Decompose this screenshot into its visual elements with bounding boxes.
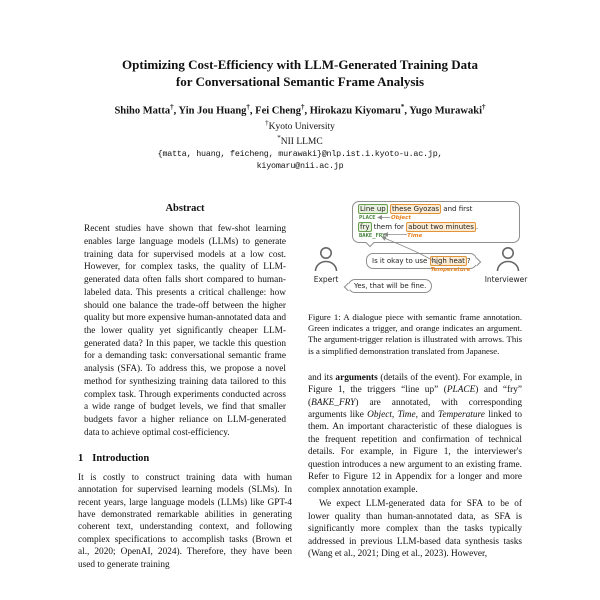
affiliation-kyoto-university: †Kyoto University (265, 118, 335, 132)
interviewer-label: Interviewer (484, 275, 528, 285)
section-title: Introduction (92, 452, 150, 464)
frame-annotation-tag: BAKE_FRY (359, 233, 386, 240)
abstract-heading: Abstract (165, 203, 205, 215)
right-paragraph-1: and its arguments (details of the event). For example, in Figure 1, the triggers “line up” (PLACE) and “fry” (BAKE_FRY) are annotated, with corresponding arguments like Object, Time, and Temperature linked to them. An important characteristic of these dialogues is the frequent repetition and confirmation of technical details. For example, in Figure 1, the interviewer's question introduces a new argument to an existing frame. Refer to Figure 12 in Appendix for a longer and more complex annotation example. (308, 372, 522, 495)
frame-annotation-tag: Time (407, 233, 423, 240)
paper-header (0, 0, 600, 171)
authors-line: Shiho Matta†, Yin Jou Huang†, Fei Cheng†, Hirokazu Kiyomaru*, Yugo Murawaki† (114, 103, 486, 117)
right-column (308, 201, 528, 571)
affiliation-nii-llmc: *NII LLMC (277, 133, 323, 148)
title-line-2: for Conversational Semantic Frame Analysis (175, 74, 425, 90)
left-column (78, 201, 292, 571)
bubble-tail (472, 258, 480, 266)
paper-title (0, 56, 600, 90)
dialogue-figure (308, 201, 528, 299)
section-number: 1 (78, 452, 84, 464)
right-paragraph-2: We expect LLM-generated data for SFA to be of lower quality than human-annotated data, as SFA is significantly more complex than the tasks typically addressed in previous LLM-based data synthesis tasks (Wang et al., 2021; Ding et al., 2023). However, (308, 499, 522, 559)
expert-label: Expert (313, 275, 339, 285)
dialogue-bubble-expert-1 (352, 201, 520, 243)
dialogue-bubble-interviewer (366, 253, 477, 274)
utterance-line: Yes, that will be fine. (354, 282, 427, 291)
two-column-body (0, 201, 600, 571)
utterance-line: Is it okay to use high heat Temperature ? (372, 257, 471, 274)
bubble-tail (344, 283, 352, 291)
introduction-paragraph: It is costly to construct training data with human annotation for supervised learning models (SLMs). In recent years, large language models (LLMs) like GPT-4 have demonstrated remarkable abilities in generating coherent text, understanding context, and following complex specifications to accomplish tasks (Brown et al., 2020; OpenAI, 2024). Therefore, they have been used to generate training (78, 472, 292, 570)
frame-annotation-tag: PLACE (359, 215, 376, 222)
frame-annotation-tag: Object (390, 215, 412, 222)
expert-person-icon (312, 245, 340, 273)
utterance-line: fry BAKE_FRY them for about two minutes Time . (359, 223, 479, 240)
frame-annotation-tag: Temperature (430, 267, 471, 274)
abstract-text: Recent studies have shown that few-shot learning enables large language models (LLMs) to generate training data for supervised models at a low cost. However, for complex tasks, the quality of LLM-generated data often falls short compared to human-labeled data. This presents a critical challenge: how should one balance the trade-off between the higher quality but more expensive human-annotated data and the lower quality yet significantly cheaper LLM-generated data? In this paper, we tackle this question for a demanding task: conversational semantic frame analysis (SFA). To address this, we propose a novel method for synthesizing training data tailored to this complex task. Through experiments conducted across a wide range of budget levels, we find that smaller budgets favor a higher reliance on LLM-generated data to achieve optimal cost-efficiency. (84, 224, 286, 438)
dialogue-bubble-expert-2 (348, 279, 432, 293)
introduction-heading (78, 453, 292, 464)
interviewer-person-icon (494, 245, 522, 273)
title-line-1: Optimizing Cost-Efficiency with LLM-Generated Training Data (122, 57, 478, 72)
email-line-1: {matta, huang, feicheng, murawaki}@nlp.ist.i.kyoto-u.ac.jp, (157, 149, 443, 160)
figure-1 (308, 201, 528, 357)
figure-caption: Figure 1: A dialogue piece with semantic frame annotation. Green indicates a trigger, and orange indicates an argument. The argument-trigger relation is illustrated with arrows. This is a simplified demonstration translated from Japanese. (308, 312, 522, 356)
bubble-tail (366, 239, 374, 247)
utterance-line: Line up PLACE these Gyozas Object and first (359, 205, 473, 222)
email-line-2: kiyomaru@nii.ac.jp (256, 161, 344, 172)
